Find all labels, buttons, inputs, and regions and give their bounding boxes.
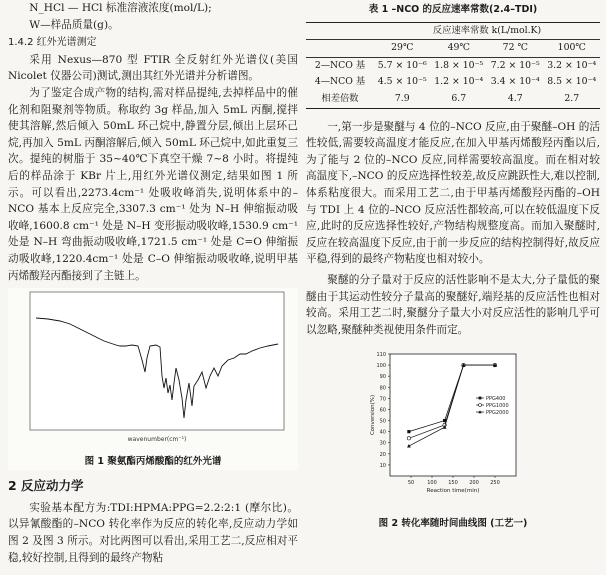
table-cell: 4.5 × 10⁻⁵ (377, 76, 427, 88)
paragraph-process-comparison: 一,第一步是聚醚与 4 位的–NCO 反应,由于聚醚–OH 的活性较低,需要较高温度才能反应,在加入甲基丙烯酸羟丙酯以后,为了能与 2 位的–NCO 反应,同样需要较高温度。而在相对较高温度下,–NCO 的反应选择性较差,故反应跳跃性大,难以控制,体系粘度很大。而采用工艺二,由于甲基丙烯酸羟丙酯的–OH 与 TDI 上 4 位的–NCO 反应活性都较高,可以在较低温度下反应,此时的反应选择性较好,产物结构规整度高。而加入聚醚时,反应在较高温度下反应,由于前一步反应的结构控制得好,故反应平稳,得到的最终产物粘度也相对较小。 (306, 120, 600, 266)
table1-caption: 表 1 –NCO 的反应速率常数(2.4–TDI) (368, 4, 538, 15)
x-tick-label: 250 (490, 480, 500, 487)
heading-reaction-kinetics: 2 反应动力学 (8, 478, 84, 494)
ir-plot-frame (30, 292, 284, 430)
figure2-caption: 图 2 转化率随时间曲线图 (工艺一) (378, 517, 528, 529)
x-tick-label: 150 (448, 480, 458, 487)
table-temp-0: 29℃ (374, 40, 431, 58)
left-column (8, 0, 298, 566)
section-heading-ir: 1.4.2 红外光谱测定 (8, 37, 97, 49)
legend-label-ppg2000: PPG2000 (486, 410, 509, 417)
data-point-ppg400 (407, 430, 410, 433)
x-tick-label: 200 (469, 480, 479, 487)
legend-marker-ppg1000 (479, 404, 482, 407)
y-tick-label: 90 (379, 374, 386, 381)
ir-x-axis-label: wavenumber(cm⁻¹) (127, 436, 187, 444)
conversion-chart (306, 348, 600, 508)
legend-marker-ppg400 (479, 397, 482, 400)
y-tick-label: 40 (379, 429, 386, 436)
paragraph-ir-analysis: 为了鉴定合成产物的结构,需对样品提纯,去掉样品中的催化剂和阻聚剂等物质。称取约 3g 样品,加入 5mL 丙酮,搅拌使其溶解,然后倾入 50mL 环己烷中,静置分层,倾出上层环己烷,再加入 5mL 丙酮溶解后,倾入 50mL 环己烷中,如此重复三次。提纯的树脂于 35~40℃下真空干燥 7~8 小时。将提纯后的样品涂于 KBr 片上,用红外光谱仪测定,结果如图 1 所示。可以看出,2273.4cm⁻¹ 处吸收峰消失,说明体系中的–NCO 基本上反应完全,3307.3 cm⁻¹ 处为 N–H 伸缩振动吸收峰,1600.8 cm⁻¹ 处是 N–H 变形振动吸收峰,1530.9 cm⁻¹ 处是 N–H 弯曲振动吸收峰,1721.5 cm⁻¹ 处是 C=O 伸缩振动吸收峰,1220.4cm⁻¹ 处是 C–O 伸缩振动吸收峰,说明甲基丙烯酸羟丙酯接到了主链上。 (8, 86, 298, 282)
paragraph-molecular-weight: 聚醚的分子量对于反应的活性影响不是太大,分子量低的聚醚由于其运动性较分子量高的聚醚好,端羟基的反应活性也相对较高。采用工艺二时,聚醚分子量大小对反应活性的影响几乎可以忽略,聚醚种类视使用条件而定。 (306, 273, 600, 336)
x-axis-label: Reaction time(min) (426, 488, 480, 495)
right-column (306, 0, 600, 532)
y-tick-label: 100 (376, 363, 386, 370)
ir-spectrum-plot (8, 288, 298, 448)
table-cell: 1.8 × 10⁻⁵ (434, 59, 484, 71)
figure-conversion-chart (306, 348, 600, 532)
y-tick-label: 30 (379, 441, 386, 448)
table-cell: 5.7 × 10⁻⁶ (377, 59, 427, 71)
y-tick-label: 10 (379, 463, 386, 470)
table-cell: 1.2 × 10⁻⁴ (434, 76, 484, 88)
rate-constant-table (306, 22, 600, 109)
table-corner-cell (306, 22, 374, 40)
table-cell: 7.9 (394, 92, 410, 104)
figure-ir-spectrum (8, 288, 298, 470)
table-cell: 7.2 × 10⁻⁵ (490, 59, 540, 71)
table-row-label: 2—NCO 基 (314, 59, 366, 71)
formula-def-nhcl: N_HCl — HCl 标准溶液浓度(mol/L); (29, 2, 212, 14)
table-row (306, 74, 600, 91)
paragraph-kinetics-intro: 实验基本配方为:TDI:HPMA:PPG=2.2:2:1 (摩尔比)。以异氰酸酯的–NCO 转化率作为反应的转化率,反应动力学如图 2 及图 3 所示。对比两图可以看出,采用工艺二,反应相对平稳,较好控制,且得到的最终产物粘 (8, 501, 298, 564)
paragraph-ir-instrument: 采用 Nexus—870 型 FTIR 全反射红外光谱仪(美国 Nicolet 仪器公司)测试,测出其红外光谱并分析谱图。 (8, 53, 298, 83)
table-row (306, 91, 600, 108)
table-cell: 4.7 (507, 92, 523, 104)
x-tick-label: 50 (407, 480, 415, 487)
figure1-caption: 图 1 聚氨酯丙烯酸酯的红外光谱 (84, 455, 222, 467)
legend-label-ppg400: PPG400 (486, 396, 506, 403)
table-cell: 8.5 × 10⁻⁴ (547, 76, 597, 88)
y-tick-label: 110 (376, 352, 386, 359)
table-row-label: 相差倍数 (321, 92, 359, 104)
data-point-ppg1000 (407, 437, 410, 440)
y-tick-label: 80 (379, 385, 386, 392)
table-row-label: 4—NCO 基 (314, 76, 366, 88)
table-temp-empty (306, 40, 374, 58)
table-row (306, 57, 600, 74)
y-tick-label: 20 (379, 452, 386, 459)
x-tick-label: 100 (427, 480, 437, 487)
table-header-span: 反应速率常数 k(L/mol.K) (374, 22, 600, 40)
table-cell: 6.7 (451, 92, 467, 104)
table-cell: 2.7 (564, 92, 580, 104)
y-tick-label: 70 (379, 396, 386, 403)
table-cell: 3.2 × 10⁻⁴ (547, 59, 597, 71)
table-cell: 3.4 × 10⁻⁴ (490, 76, 540, 88)
formula-def-w: W—样品质量(g)。 (29, 18, 119, 31)
table-temp-1: 49℃ (431, 40, 488, 58)
y-tick-label: 60 (379, 407, 386, 414)
y-tick-label: 50 (379, 418, 386, 425)
table-temp-2: 72 ℃ (487, 40, 544, 58)
legend-label-ppg1000: PPG1000 (486, 403, 509, 410)
table-temp-3: 100℃ (544, 40, 601, 58)
y-axis-label: Conversion(%) (370, 395, 376, 436)
